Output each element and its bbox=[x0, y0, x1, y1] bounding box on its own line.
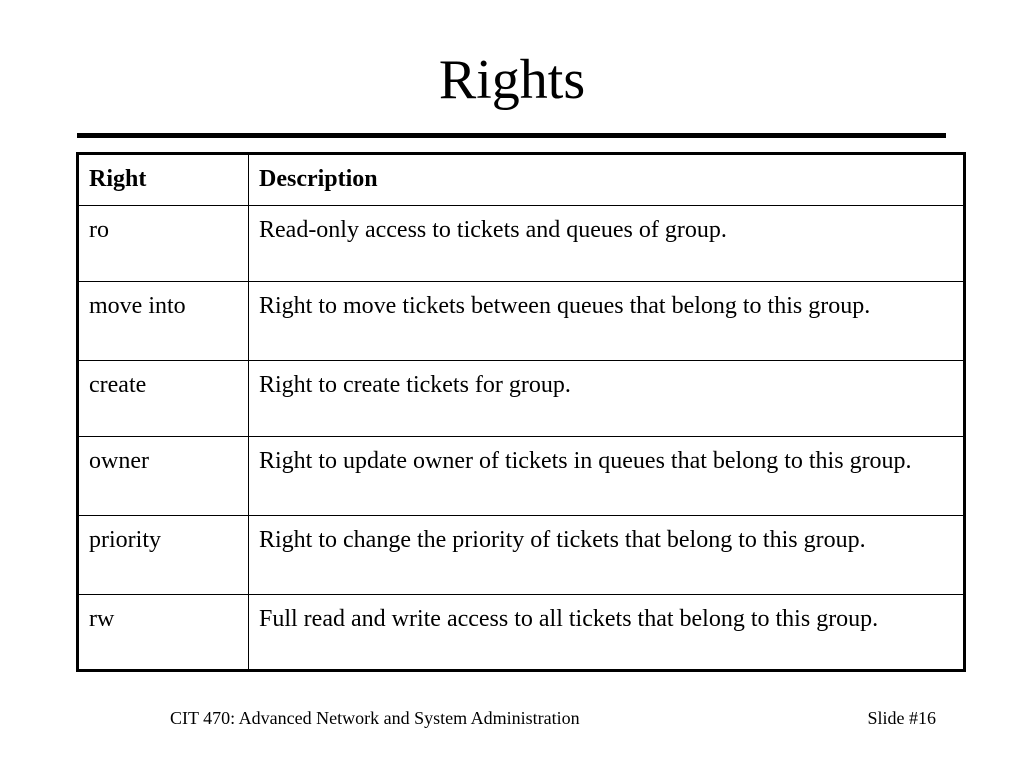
right-cell: move into bbox=[78, 282, 249, 361]
right-cell: priority bbox=[78, 516, 249, 595]
right-cell: owner bbox=[78, 437, 249, 516]
title-divider bbox=[77, 133, 946, 138]
table-row bbox=[78, 282, 965, 361]
description-cell: Read-only access to tickets and queues of group. bbox=[249, 206, 965, 282]
right-cell: rw bbox=[78, 595, 249, 671]
column-header-right: Right bbox=[78, 154, 249, 206]
table-row bbox=[78, 516, 965, 595]
table-row bbox=[78, 437, 965, 516]
table-row bbox=[78, 361, 965, 437]
table-row bbox=[78, 595, 965, 671]
description-cell: Right to update owner of tickets in queues that belong to this group. bbox=[249, 437, 965, 516]
table-header-row bbox=[78, 154, 965, 206]
description-cell: Right to create tickets for group. bbox=[249, 361, 965, 437]
right-cell: create bbox=[78, 361, 249, 437]
description-cell: Full read and write access to all tickets that belong to this group. bbox=[249, 595, 965, 671]
footer-course-title: CIT 470: Advanced Network and System Administration bbox=[170, 708, 580, 728]
right-cell: ro bbox=[78, 206, 249, 282]
footer-slide-number: Slide #16 bbox=[867, 708, 936, 728]
column-header-description: Description bbox=[249, 154, 965, 206]
slide-title: Rights bbox=[438, 49, 586, 111]
rights-table bbox=[76, 152, 966, 672]
description-cell: Right to move tickets between queues that belong to this group. bbox=[249, 282, 965, 361]
description-cell: Right to change the priority of tickets that belong to this group. bbox=[249, 516, 965, 595]
table-row bbox=[78, 206, 965, 282]
